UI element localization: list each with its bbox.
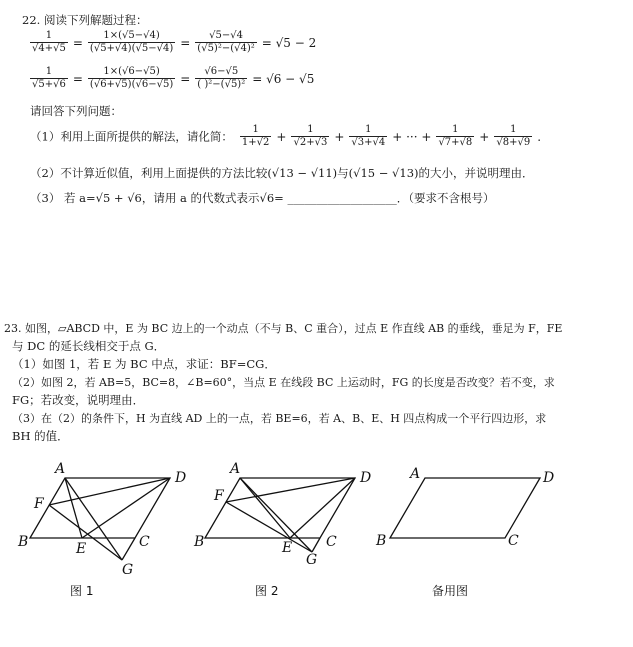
fig2-parallelogram [205, 478, 355, 538]
fig2-label-A: A [230, 461, 241, 477]
fig1-caption: 图 1 [70, 584, 94, 598]
eq1-f3-num: √5−√4 [209, 30, 243, 41]
eq1-fraction-1 [30, 30, 68, 55]
eq1-result: = √5 − 2 [261, 35, 317, 50]
q23-part-3-cont: BH 的值． [12, 429, 69, 443]
eq1-f1-num: 1 [45, 30, 53, 41]
fig2-label-C: C [326, 534, 337, 550]
eq1-f3-den: (√5)²−(√4)² [197, 43, 255, 54]
fig2-label-F: F [214, 488, 224, 504]
fig2-label-D: D [360, 470, 372, 486]
eq2-result: = √6 − √5 [252, 71, 315, 86]
eq1-f2-den: (√5+√4)(√5−√4) [89, 43, 174, 54]
q22-part-2: （2）不计算近似值，利用上面提供的方法比较(√13 − √11)与(√15 − √13)的大小，并说明理由． [30, 166, 534, 180]
p1-term-1: $\frac{1}{1+√2}$ [241, 124, 270, 148]
fig2-caption: 图 2 [255, 584, 279, 598]
fig2-line-FG [226, 502, 312, 552]
p1-term-4: $\frac{1}{√7+√8}$ [438, 124, 473, 148]
fig3-parallelogram [390, 478, 540, 538]
fig2-line-CG [312, 538, 320, 552]
p1-term-2: $\frac{1}{√2+√3}$ [293, 124, 328, 148]
p1-term-3: $\frac{1}{√3+√4}$ [351, 124, 386, 148]
q22-title: 22. 阅读下列解题过程： [22, 13, 148, 27]
p1-dots: + ··· + [392, 129, 432, 144]
eq2-f3-num: √6−√5 [204, 66, 239, 77]
fig3-label-D: D [543, 470, 555, 486]
q23-line-1: 23. 如图，▱ABCD 中，E 为 BC 边上的一个动点（不与 B、C 重合），过点 E 作直线 AB 的垂线，垂足为 F，FE [4, 322, 563, 335]
figures-panel [0, 450, 633, 610]
fig1-label-E: E [76, 541, 87, 557]
fig2-label-B: B [194, 534, 205, 550]
fig1-label-D: D [175, 470, 187, 486]
q22-equation-1: $\frac{1}{√4+√5}$ = $\frac{1\times(√5-√4)}{(√5+√4)(√5-√4)}$ = $\frac{√5-√4}{\text{(√5)²−(√4)²}}$ = √5 − 2 [32, 30, 317, 54]
q23-part-2: （2）如图 2，若 AB=5，BC=8，∠B=60°，当点 E 在线段 BC 上运动时，FG 的长度是否改变？若不变，求 [12, 376, 555, 389]
q22-part-3: （3） 若 a=√5 + √6，请用 a 的代数式表示√6= ___________________．（要求不含根号） [30, 191, 495, 205]
eq2-f2-num: 1×(√6−√5) [103, 66, 160, 77]
fig1-label-B: B [18, 534, 29, 550]
figure-backup [390, 478, 540, 538]
fig1-label-G: G [122, 562, 134, 578]
p1-term-5: $\frac{1}{√8+√9}$ [496, 124, 531, 148]
fig3-caption: 备用图 [432, 584, 469, 598]
eq2-f1-num: 1 [45, 66, 53, 77]
eq2-fraction-2 [88, 66, 175, 91]
fig2-line-ED [290, 478, 355, 538]
q23-part-1: （1）如图 1，若 E 为 BC 中点，求证：BF=CG． [12, 357, 276, 371]
fig1-label-A: A [55, 461, 66, 477]
q23-line-2: 与 DC 的延长线相交于点 G． [12, 339, 166, 353]
fig2-label-G: G [306, 552, 318, 568]
q23-part-2-cont: FG；若改变，说明理由． [12, 393, 145, 407]
q22-part-1-text: （1）利用上面所提供的解法，请化简： [30, 129, 233, 144]
fig1-label-F: F [34, 496, 44, 512]
eq2-f3-den: ( )²−(√5)² [197, 79, 246, 90]
fig1-line-AE [65, 478, 82, 538]
eq2-fraction-3 [195, 66, 247, 91]
fig3-label-A: A [410, 466, 421, 482]
q22-part-1: （1）利用上面所提供的解法，请化简： $\frac{1}{1+√2}$ + $\frac{1}{√2+√3}$ + $\frac{1}{√3+√4}$ + ··· + $\frac{1}{√7+√8}$ + $\frac{1}{√8+√9}$ . [30, 124, 542, 148]
q22-equation-2: $\frac{1}{√5+√6}$ = $\frac{1\times(√6-√5)}{(√6+√5)(√6-√5)}$ = $\frac{√6-√5}{\text{( )²−(√5)²}}$ = √6 − √5 [32, 66, 315, 90]
fig1-line-ED [82, 478, 170, 538]
eq2-fraction-1 [30, 66, 68, 91]
fig2-line-FD [226, 478, 355, 502]
fig1-line-CG [122, 538, 135, 560]
fig3-label-B: B [376, 533, 387, 549]
fig2-label-E: E [282, 540, 293, 556]
eq1-f1-den: √4+√5 [32, 43, 66, 54]
eq2-f2-den: (√6+√5)(√6−√5) [89, 79, 174, 90]
fig2-line-AE [240, 478, 290, 538]
q22-prompt: 请回答下列问题： [30, 104, 122, 118]
fig1-label-C: C [139, 534, 150, 550]
eq1-f2-num: 1×(√5−√4) [103, 30, 160, 41]
fig3-label-C: C [508, 533, 519, 549]
q23-part-3: （3）在（2）的条件下，H 为直线 AD 上的一点，若 BE=6，若 A、B、E、H 四点构成一个平行四边形，求 [12, 412, 547, 425]
eq2-f1-den: √5+√6 [32, 79, 66, 90]
eq1-fraction-3 [195, 30, 256, 55]
eq1-fraction-2 [88, 30, 175, 55]
fig2-line-AG [240, 478, 312, 552]
